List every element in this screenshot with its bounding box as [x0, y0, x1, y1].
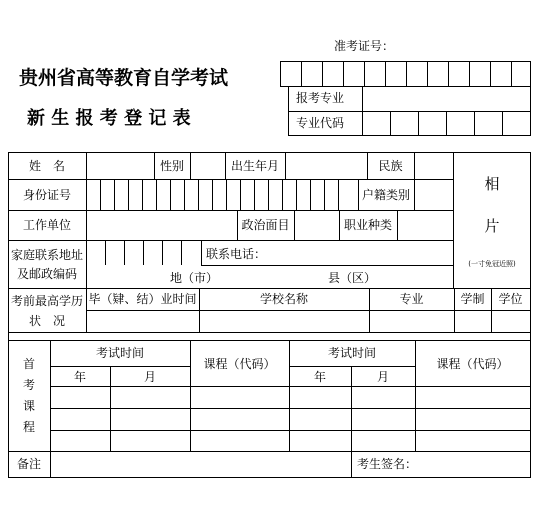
month-header-2: 月 [376, 370, 389, 384]
graduation-time-label: 毕（肄、结）业时间 [88, 292, 197, 306]
course-code-header-1: 课程（代码） [203, 357, 276, 371]
remarks-field[interactable] [51, 452, 350, 476]
title-line-2: 新 生 报 考 登 记 表 [27, 108, 191, 129]
education-label-1: 考前最高学历 [10, 294, 83, 308]
name-field[interactable] [87, 153, 153, 179]
school-name-label: 学校名称 [259, 292, 308, 306]
employer-field[interactable] [87, 211, 236, 239]
political-status-field[interactable] [295, 211, 338, 239]
photo-label-1: 相 [484, 175, 500, 193]
phone-label: 联系电话： [206, 247, 267, 261]
school-name-field[interactable] [200, 311, 368, 331]
exam-number-field[interactable] [281, 62, 530, 86]
study-duration-label: 学制 [460, 292, 485, 306]
birth-date-field[interactable] [286, 153, 366, 179]
occupation-label: 职业种类 [343, 218, 392, 232]
address-field[interactable] [87, 266, 452, 287]
name-label: 姓 名 [28, 159, 65, 173]
address-label-1: 家庭联系地址 [10, 248, 83, 262]
course-code-header-2: 课程（代码） [436, 357, 509, 371]
photo-note: (一寸免冠近照) [468, 260, 516, 268]
first-exam-label-2: 考 [22, 378, 35, 392]
birth-date-label: 出生年月 [230, 159, 279, 173]
employer-label: 工作单位 [22, 218, 71, 232]
exam-time-header-2: 考试时间 [327, 346, 376, 360]
year-header-1: 年 [73, 370, 86, 384]
household-type-field[interactable] [415, 180, 452, 209]
exam-major-label: 报考专业 [296, 91, 345, 105]
major-code-field[interactable] [363, 112, 529, 135]
course-row-3[interactable] [51, 431, 530, 450]
occupation-field[interactable] [398, 211, 452, 239]
first-exam-label-3: 课 [22, 399, 35, 413]
id-number-label: 身份证号 [22, 188, 71, 202]
course-row-1[interactable] [51, 387, 530, 407]
ethnicity-label: 民族 [378, 159, 403, 173]
degree-label: 学位 [498, 292, 523, 306]
education-label-2: 状 况 [28, 314, 65, 328]
first-exam-label-1: 首 [22, 357, 35, 371]
political-status-label: 政治面目 [241, 218, 290, 232]
course-row-2[interactable] [51, 409, 530, 429]
photo-label-2: 片 [484, 217, 500, 235]
study-duration-field[interactable] [455, 311, 490, 331]
gender-label: 性别 [159, 159, 184, 173]
signature-label: 考生签名： [357, 457, 418, 471]
title-line-1: 贵州省高等教育自学考试 [19, 67, 229, 89]
graduation-time-field[interactable] [87, 311, 198, 331]
id-number-field[interactable] [87, 180, 357, 209]
month-header-1: 月 [143, 370, 156, 384]
major-code-label: 专业代码 [296, 116, 345, 130]
remarks-label: 备注 [16, 457, 41, 471]
postal-code-field[interactable] [87, 241, 200, 264]
first-exam-label-4: 程 [22, 420, 35, 434]
gender-field[interactable] [191, 153, 224, 179]
ethnicity-field[interactable] [415, 153, 452, 179]
county-label: 县（区） [328, 271, 377, 285]
major-field[interactable] [370, 311, 453, 331]
exam-major-field[interactable] [363, 87, 529, 110]
exam-time-header-1: 考试时间 [95, 346, 144, 360]
year-header-2: 年 [313, 370, 326, 384]
degree-field[interactable] [492, 311, 529, 331]
phone-field[interactable] [270, 241, 452, 264]
household-type-label: 户籍类别 [361, 188, 410, 202]
exam-number-label: 准考证号： [334, 39, 395, 53]
photo-area[interactable] [454, 153, 530, 287]
city-label: 地（市） [170, 271, 219, 285]
major-label: 专业 [399, 292, 424, 306]
signature-field[interactable] [420, 452, 529, 476]
address-label-2: 及邮政编码 [16, 267, 77, 281]
